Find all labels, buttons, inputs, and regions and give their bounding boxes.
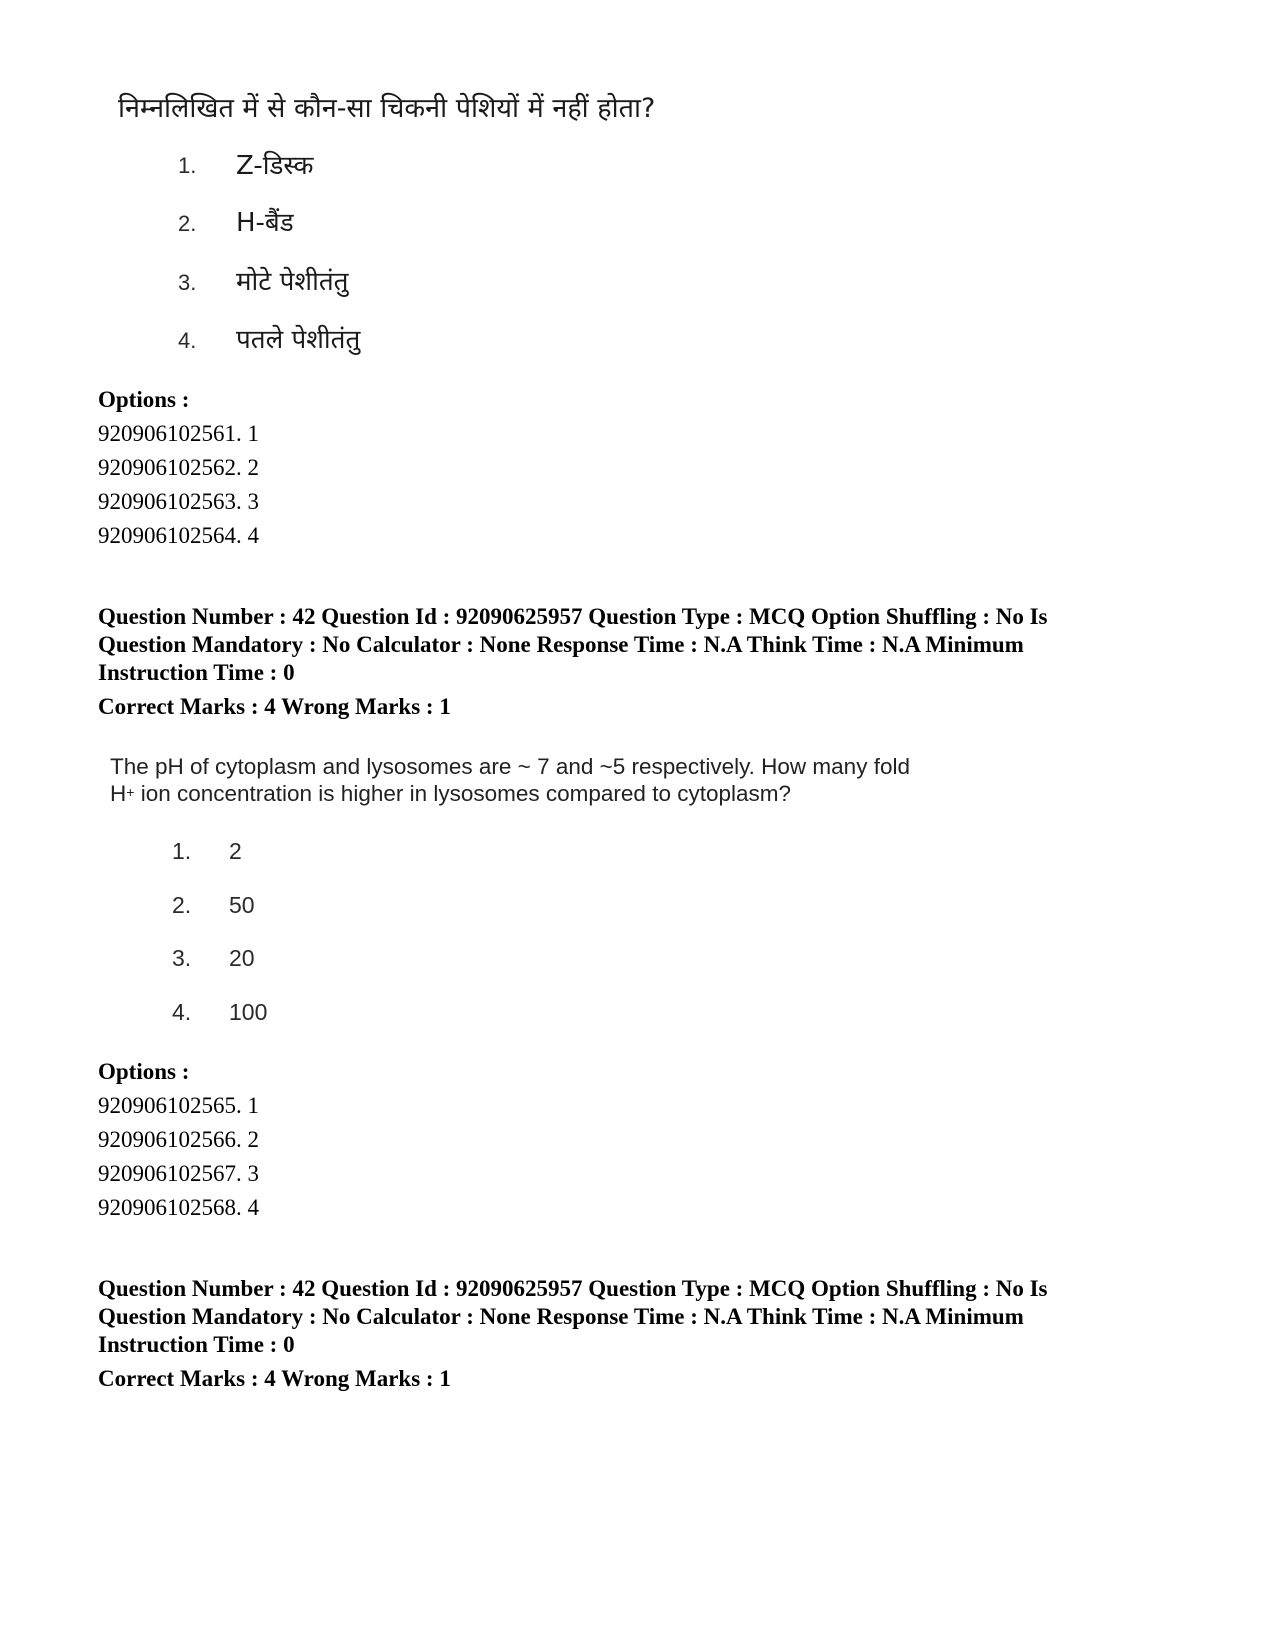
h-symbol: H (110, 781, 127, 806)
q2-marks: Correct Marks : 4 Wrong Marks : 1 (98, 694, 451, 719)
question-2-text-line-1: The pH of cytoplasm and lysosomes are ~ 7 and ~5 respectively. How many fold (110, 754, 910, 779)
q2-choice-4-number: 4. (172, 999, 192, 1025)
q3-marks: Correct Marks : 4 Wrong Marks : 1 (98, 1366, 451, 1391)
q1-option-id-3: 920906102563. 3 (98, 489, 259, 514)
q2-option-id-3: 920906102567. 3 (98, 1161, 259, 1186)
q3-meta-line-3: Instruction Time : 0 (98, 1332, 295, 1357)
q2-option-id-1: 920906102565. 1 (98, 1093, 259, 1118)
q2-option-id-2: 920906102566. 2 (98, 1127, 259, 1152)
plus-superscript: + (126, 784, 135, 800)
q1-option-id-4: 920906102564. 4 (98, 523, 259, 548)
question-2-text-rest: ion concentration is higher in lysosomes compared to cytoplasm? (134, 781, 792, 806)
q2-choice-2-label: 50 (229, 892, 255, 918)
question-1-text: निम्नलिखित में से कौन-सा चिकनी पेशियों में नहीं होता? (118, 93, 656, 124)
q2-option-id-4: 920906102568. 4 (98, 1195, 259, 1220)
q1-choice-4-label: पतले पेशीतंतु (236, 325, 361, 355)
q1-choice-4-number: 4. (178, 328, 197, 353)
q2-choice-3-label: 20 (229, 945, 255, 971)
q1-choice-2-number: 2. (178, 211, 197, 236)
q2-choice-2-number: 2. (172, 892, 192, 918)
q2-choice-3-number: 3. (172, 945, 192, 971)
q3-meta-line-1: Question Number : 42 Question Id : 92090625957 Question Type : MCQ Option Shuffling : No Is (98, 1276, 1048, 1301)
q1-choice-1-number: 1. (178, 153, 197, 178)
q1-options-heading: Options : (98, 387, 190, 412)
q2-choice-4-label: 100 (229, 999, 268, 1025)
q1-choice-3-number: 3. (178, 270, 197, 295)
q2-meta-line-1: Question Number : 42 Question Id : 92090625957 Question Type : MCQ Option Shuffling : No Is (98, 604, 1048, 629)
q1-option-id-2: 920906102562. 2 (98, 455, 259, 480)
q2-choice-1-label: 2 (229, 838, 242, 864)
q2-meta-line-2: Question Mandatory : No Calculator : None Response Time : N.A Think Time : N.A Minimum (98, 632, 1024, 657)
q2-options-heading: Options : (98, 1059, 190, 1084)
question-2-text-line-2 (110, 780, 791, 808)
q1-option-id-1: 920906102561. 1 (98, 421, 259, 446)
q1-choice-3-label: मोटे पेशीतंतु (236, 267, 349, 297)
q1-choice-2-label: H-बैंड (236, 208, 294, 238)
q2-choice-1-number: 1. (172, 838, 192, 864)
q2-meta-line-3: Instruction Time : 0 (98, 660, 295, 685)
q3-meta-line-2: Question Mandatory : No Calculator : None Response Time : N.A Think Time : N.A Minimum (98, 1304, 1024, 1329)
q1-choice-1-label: Z-डिस्क (236, 151, 314, 181)
